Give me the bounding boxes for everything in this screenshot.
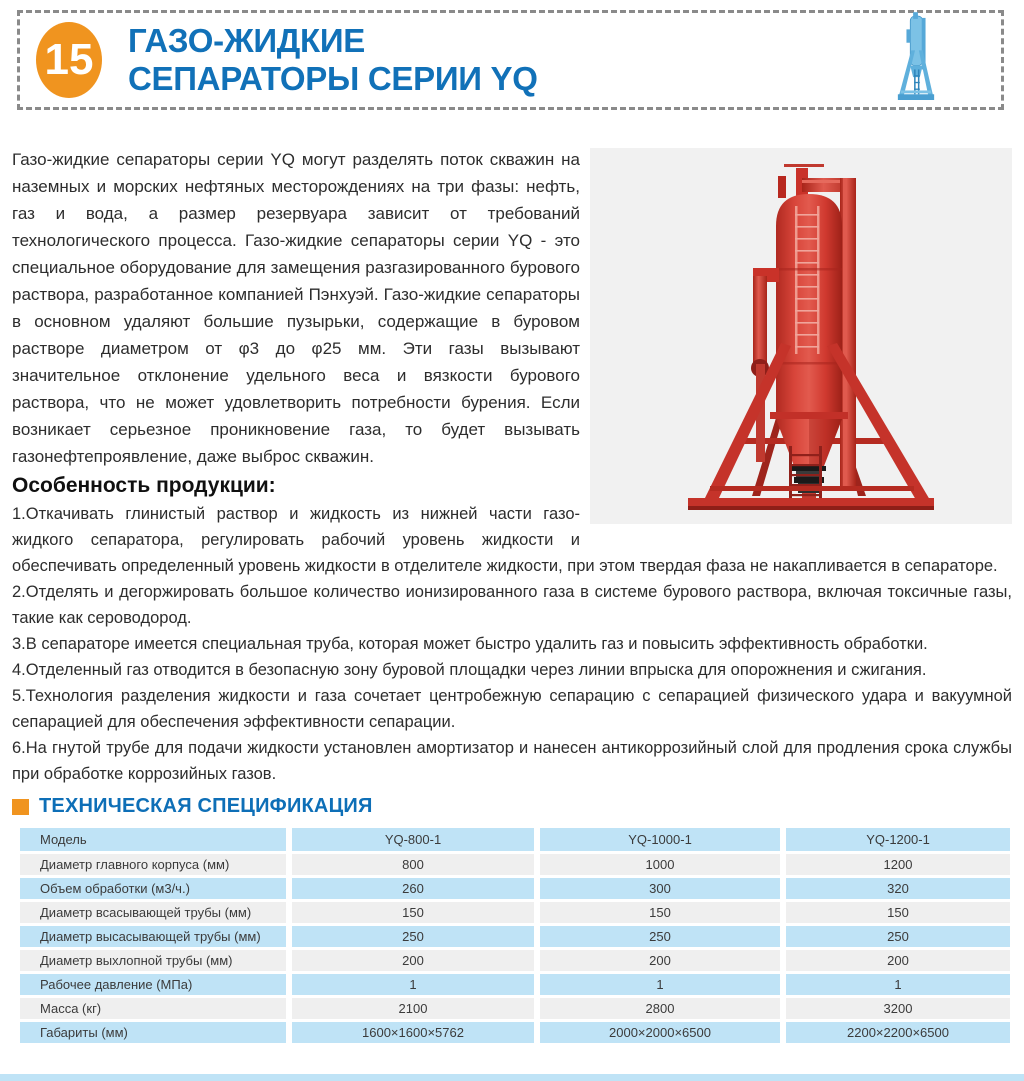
cell-value: 150 [289, 900, 537, 924]
section-number-badge [36, 22, 102, 98]
table-row [20, 1020, 1010, 1044]
spec-section-heading [12, 795, 1012, 818]
row-label: Объем обработки (м3/ч.) [20, 876, 289, 900]
row-label: Рабочее давление (МПа) [20, 972, 289, 996]
orange-square-bullet-icon [12, 799, 29, 815]
col-header-yq800: YQ-800-1 [289, 828, 537, 852]
feature-item-2: 2.Отделять и дегоржировать большое количество ионизированного газа в системе бурового раствора, включая токсичные газы, такие как сероводород. [12, 583, 1012, 627]
table-row [20, 924, 1010, 948]
cell-value: 1 [783, 972, 1010, 996]
cell-value: 150 [783, 900, 1010, 924]
feature-item-5: 5.Технология разделения жидкости и газа сочетает центробежную сепарацию с сепарацией физического удара и вакуумной сепарацией для обеспечения эффективности сепарации. [12, 687, 1012, 731]
page-title-line1: ГАЗО-ЖИДКИЕ [128, 22, 365, 59]
page-content [12, 146, 1012, 1046]
page-title [128, 22, 538, 98]
col-header-model: Модель [20, 828, 289, 852]
cell-value: 300 [537, 876, 783, 900]
table-row [20, 900, 1010, 924]
cell-value: 1 [289, 972, 537, 996]
section-number: 15 [44, 35, 94, 84]
feature-item-6: 6.На гнутой трубе для подачи жидкости установлен амортизатор и нанесен антикоррозийный слой для продления срока службы при обработке коррозийных газов. [12, 739, 1012, 783]
table-row [20, 876, 1010, 900]
cell-value: 260 [289, 876, 537, 900]
spec-heading-text: ТЕХНИЧЕСКАЯ СПЕЦИФИКАЦИЯ [39, 795, 373, 817]
col-header-yq1200: YQ-1200-1 [783, 828, 1010, 852]
cell-value: 250 [537, 924, 783, 948]
cell-value: 200 [537, 948, 783, 972]
feature-item-3: 3.В сепараторе имеется специальная труба, которая может быстро удалить газ и повысить эффективность обработки. [12, 635, 928, 653]
cell-value: 250 [783, 924, 1010, 948]
cell-value: 2200×2200×6500 [783, 1020, 1010, 1044]
cell-value: 320 [783, 876, 1010, 900]
page-title-line2: СЕПАРАТОРЫ СЕРИИ YQ [128, 60, 538, 97]
row-label: Диаметр главного корпуса (мм) [20, 852, 289, 876]
row-label: Масса (кг) [20, 996, 289, 1020]
row-label: Диаметр высасывающей трубы (мм) [20, 924, 289, 948]
row-label: Диаметр всасывающей трубы (мм) [20, 900, 289, 924]
table-row [20, 852, 1010, 876]
intro-paragraph: Газо-жидкие сепараторы серии YQ могут разделять поток скважин на наземных и морских нефтяных месторождениях на три фазы: нефть, газ и вода, а размер резервуара зависит от требований технологического процесса. Газо-жидкие сепараторы серии YQ - это специальное оборудование для замещения разгазированного бурового раствора, разработанное компанией Пэнхуэй. Газо-жидкие сепараторы в основном удаляют большие пузырьки, содержащие в буровом растворе диаметром от φ3 до φ25 мм. Эти газы вызывают значительное отклонение удельного веса и вязкости бурового раствора, что не может удовлетворить потребности бурения. Если возникает серьезное проникновение газа, то будет вызывать газонефтепроявление, даже выброс скважин. [12, 150, 580, 466]
bottom-accent-strip [0, 1074, 1024, 1081]
cell-value: 3200 [783, 996, 1010, 1020]
cell-value: 200 [783, 948, 1010, 972]
header-box [17, 10, 1004, 110]
col-header-yq1000: YQ-1000-1 [537, 828, 783, 852]
separator-blue-icon [895, 12, 937, 109]
table-row [20, 972, 1010, 996]
cell-value: 200 [289, 948, 537, 972]
cell-value: 800 [289, 852, 537, 876]
cell-value: 1600×1600×5762 [289, 1020, 537, 1044]
feature-item-1: 1.Откачивать глинистый раствор и жидкость из нижней части газо-жидкого сепаратора, регулировать рабочий уровень жидкости и обеспечивать определенный уровень жидкости в отделителе жидкости, при этом твердая фаза не накапливается в сепараторе. [12, 505, 998, 575]
cell-value: 2000×2000×6500 [537, 1020, 783, 1044]
red-separator-illustration [590, 148, 1012, 524]
table-row [20, 948, 1010, 972]
row-label: Габариты (мм) [20, 1020, 289, 1044]
cell-value: 2100 [289, 996, 537, 1020]
table-header-row [20, 828, 1010, 852]
features-heading: Особенность продукции: [12, 474, 276, 497]
spec-table [20, 828, 1010, 1046]
cell-value: 1 [537, 972, 783, 996]
table-row [20, 996, 1010, 1020]
row-label: Диаметр выхлопной трубы (мм) [20, 948, 289, 972]
cell-value: 250 [289, 924, 537, 948]
cell-value: 150 [537, 900, 783, 924]
feature-item-4: 4.Отделенный газ отводится в безопасную зону буровой площадки через линии впрыска для опорожнения и сжигания. [12, 661, 927, 679]
cell-value: 1000 [537, 852, 783, 876]
cell-value: 1200 [783, 852, 1010, 876]
cell-value: 2800 [537, 996, 783, 1020]
product-photo [590, 148, 1012, 524]
